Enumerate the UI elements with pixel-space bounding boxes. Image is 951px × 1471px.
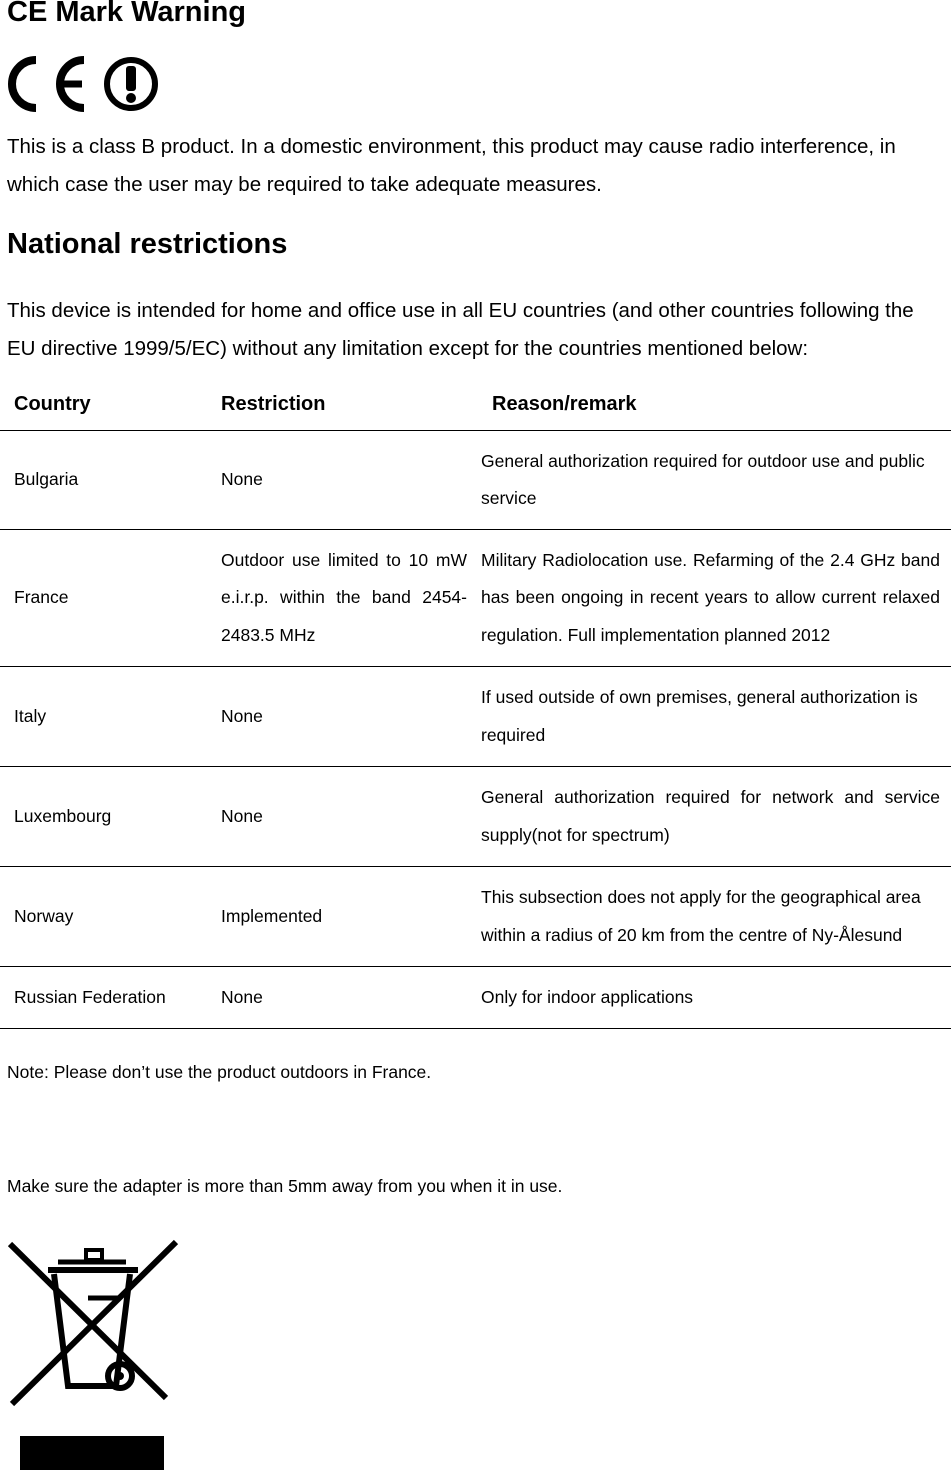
ce-alert-mark-icon: [6, 54, 162, 114]
restriction-cell: None: [207, 431, 471, 530]
restrictions-table: [0, 378, 951, 1029]
reason-cell: Only for indoor applications: [471, 967, 951, 1029]
reason-cell: General authorization required for network and service supply(not for spectrum): [471, 767, 951, 867]
table-row: [0, 767, 951, 867]
crossed-out-wheelie-bin-icon: [8, 1238, 180, 1470]
restrictions-intro-text: This device is intended for home and office use in all EU countries (and other countries following the EU directive 1999/5/EC) without any limitation except for the countries mentioned below:: [7, 299, 914, 360]
national-restrictions-heading: National restrictions: [7, 228, 288, 260]
reason-cell: Military Radiolocation use. Refarming of the 2.4 GHz band has been ongoing in recent years to allow current relaxed regulation. Full implementation planned 2012: [471, 530, 951, 667]
table-row: [0, 667, 951, 767]
country-cell: Luxembourg: [0, 767, 207, 867]
restriction-cell: Outdoor use limited to 10 mW e.i.r.p. within the band 2454-2483.5 MHz: [207, 530, 471, 667]
restriction-cell: None: [207, 967, 471, 1029]
country-cell: France: [0, 530, 207, 667]
reason-cell: If used outside of own premises, general authorization is required: [471, 667, 951, 767]
country-cell: Italy: [0, 667, 207, 767]
header-country: Country: [0, 378, 207, 431]
country-cell: Norway: [0, 867, 207, 967]
table-header-row: [0, 378, 951, 431]
header-reason: Reason/remark: [471, 378, 951, 431]
page-title: CE Mark Warning: [7, 0, 247, 28]
restriction-cell: None: [207, 767, 471, 867]
country-cell: Bulgaria: [0, 431, 207, 530]
restriction-cell: None: [207, 667, 471, 767]
france-outdoor-note: Note: Please don’t use the product outdoors in France.: [7, 1062, 432, 1082]
table-row: [0, 530, 951, 667]
reason-cell: General authorization required for outdoor use and public service: [471, 431, 951, 530]
table-row: [0, 431, 951, 530]
class-b-warning-text: This is a class B product. In a domestic environment, this product may cause radio interference, in which case the user may be required to take adequate measures.: [7, 135, 896, 196]
restriction-cell: Implemented: [207, 867, 471, 967]
header-restriction: Restriction: [207, 378, 471, 431]
table-row: [0, 867, 951, 967]
country-cell: Russian Federation: [0, 967, 207, 1029]
table-row: [0, 967, 951, 1029]
reason-cell: This subsection does not apply for the geographical area within a radius of 20 km from the centre of Ny-Ålesund: [471, 867, 951, 967]
adapter-distance-note: Make sure the adapter is more than 5mm away from you when it in use.: [7, 1176, 563, 1196]
